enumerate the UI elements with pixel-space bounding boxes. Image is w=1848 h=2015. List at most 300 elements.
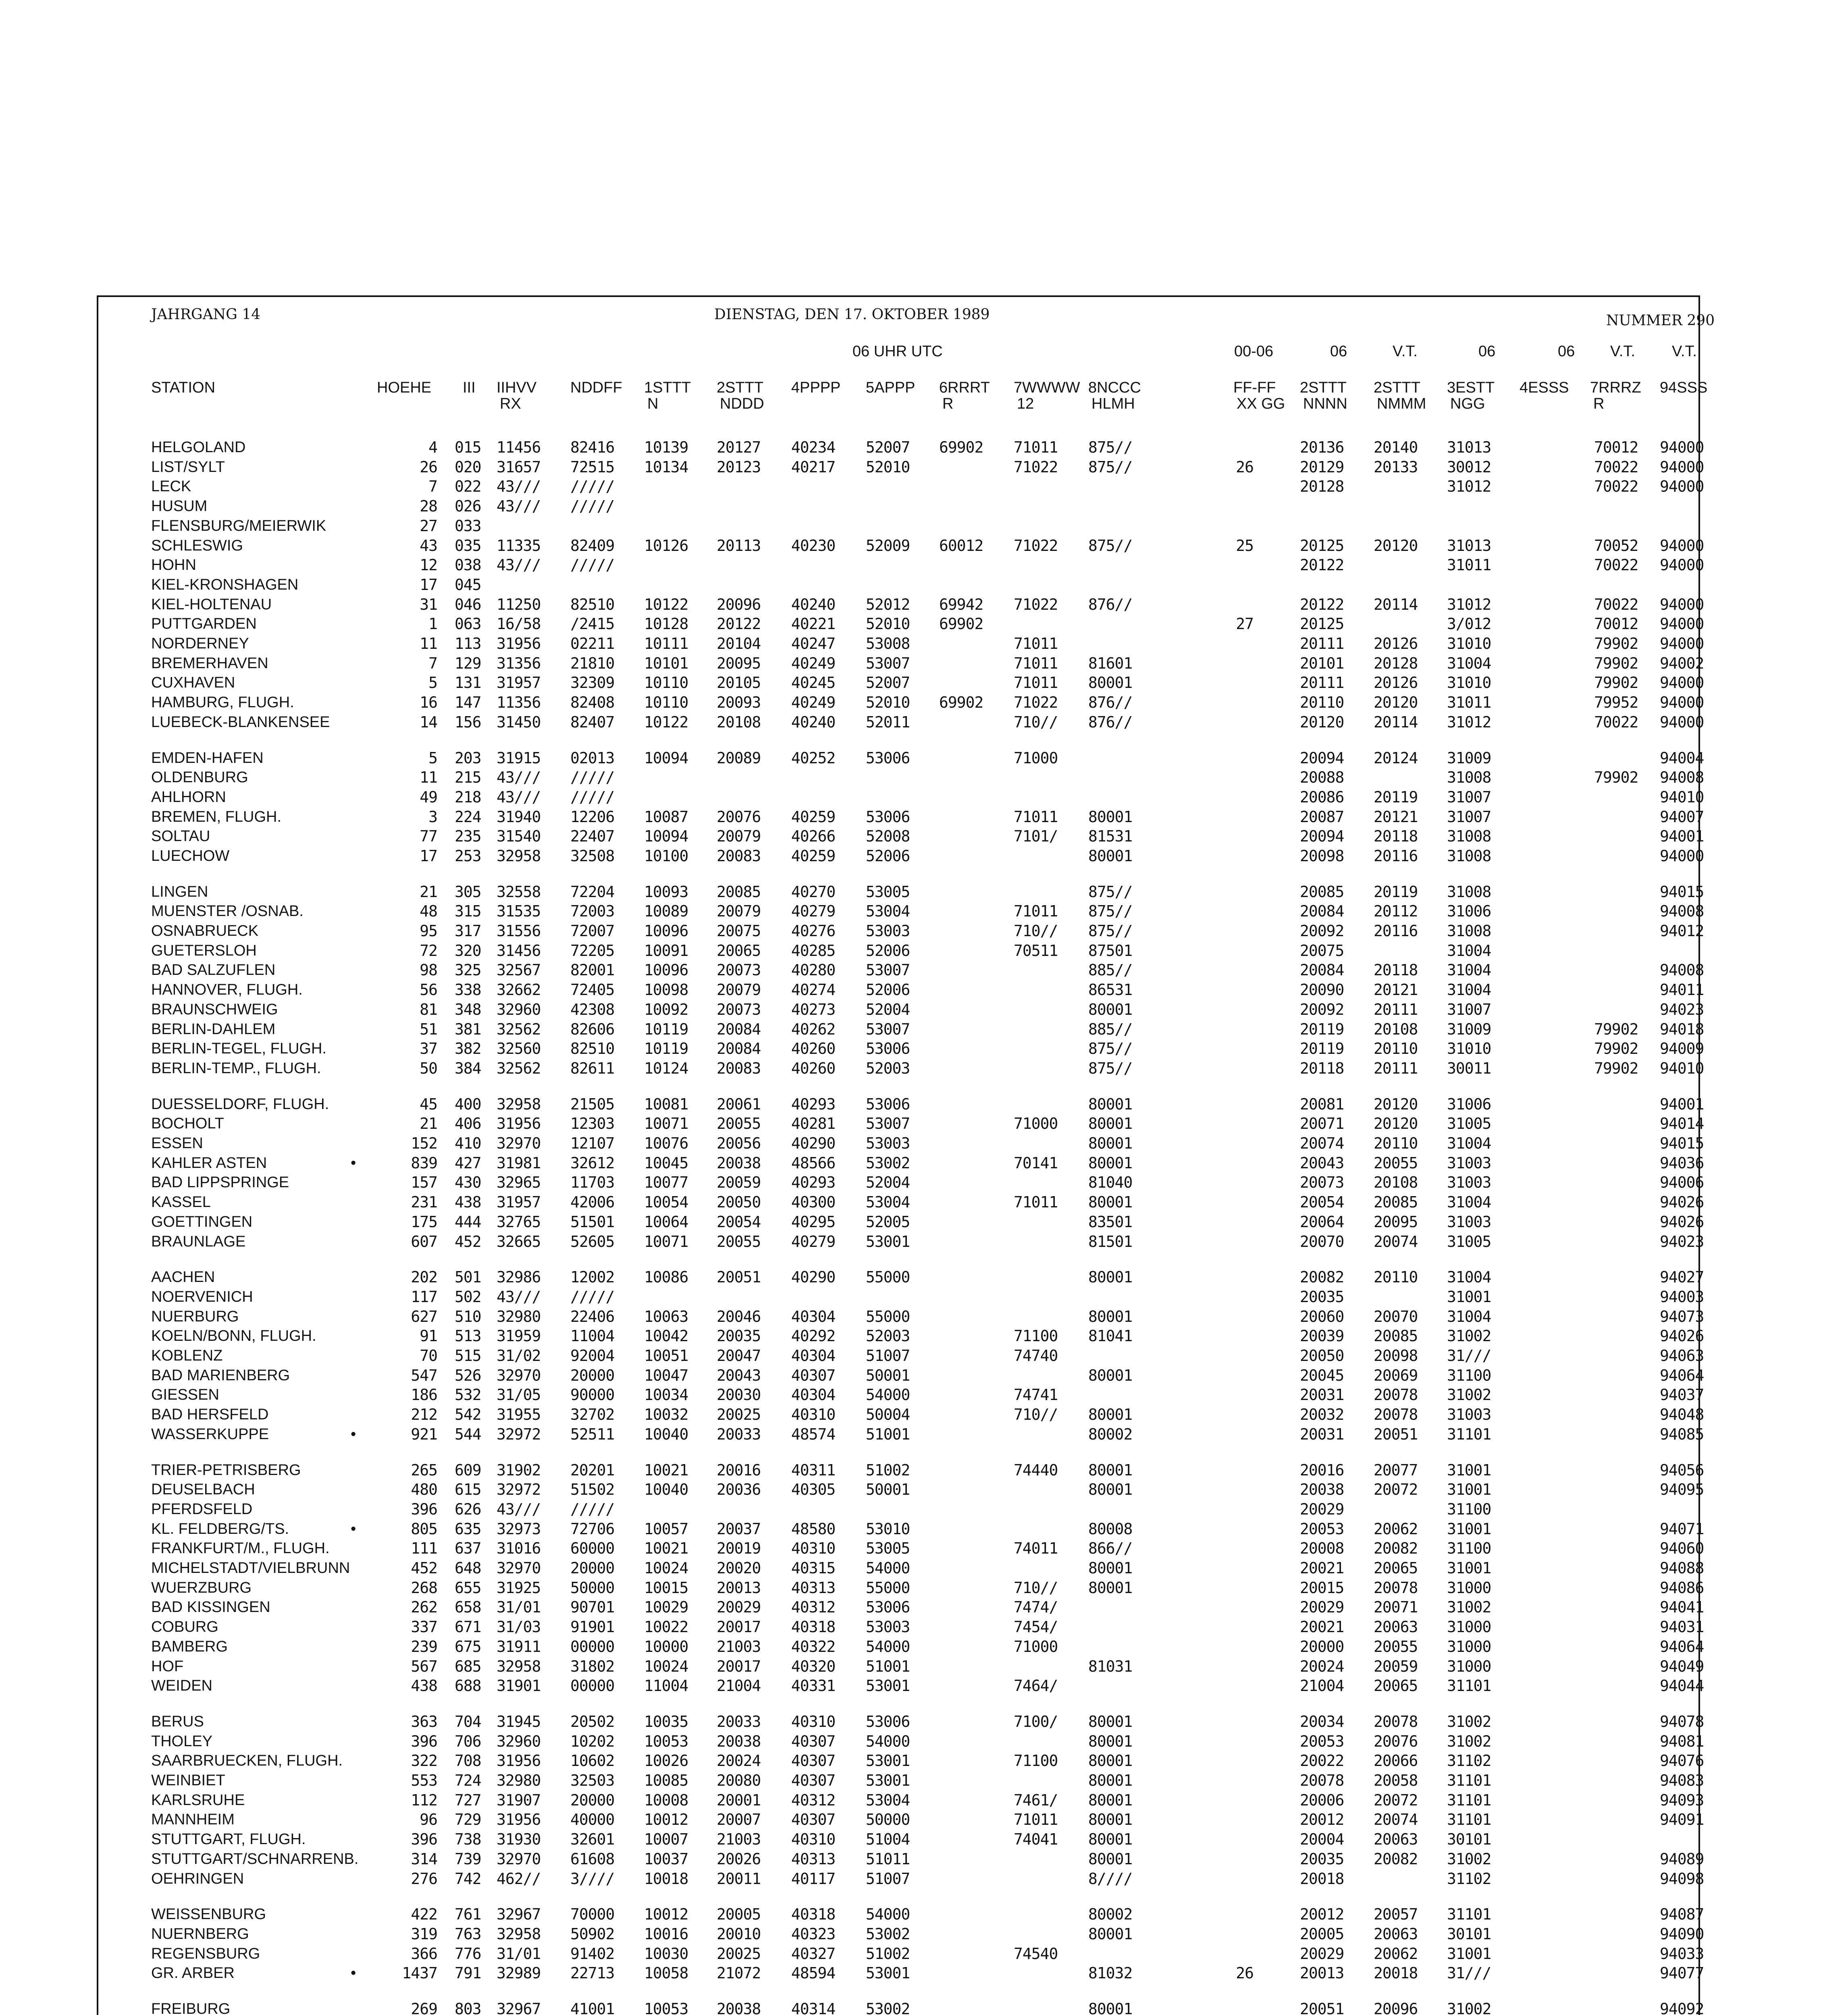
data-cell: 21004	[1300, 1677, 1344, 1695]
station-index: 704	[455, 1713, 481, 1730]
data-cell: 32989	[497, 1964, 541, 1982]
station-name: OEHRINGEN	[151, 1870, 244, 1887]
data-cell: 52010	[866, 615, 910, 633]
station-name: FREIBURG	[151, 2000, 231, 2015]
data-cell: 12107	[570, 1134, 615, 1152]
station-index: 727	[455, 1791, 481, 1809]
data-cell: 31907	[497, 1791, 541, 1809]
data-cell: 48580	[791, 1520, 836, 1538]
table-row	[0, 674, 1848, 692]
data-cell: 53003	[866, 1618, 910, 1636]
data-cell: 80001	[1088, 1268, 1133, 1286]
data-cell: 20094	[1300, 827, 1344, 845]
data-cell: 8////	[1088, 1870, 1133, 1888]
station-index: 776	[455, 1945, 481, 1963]
data-cell: 31356	[497, 654, 541, 672]
station-index: 045	[455, 576, 481, 594]
data-cell: 20063	[1374, 1618, 1418, 1636]
table-row	[0, 1850, 1848, 1868]
data-cell: 40310	[791, 1830, 836, 1848]
data-cell: 71011	[1014, 1193, 1058, 1211]
data-cell: 11250	[497, 596, 541, 613]
data-cell: 31011	[1447, 556, 1491, 574]
data-cell: 10134	[644, 458, 688, 476]
station-name: OLDENBURG	[151, 769, 248, 786]
data-cell: 20054	[717, 1213, 761, 1231]
data-cell: 52011	[866, 713, 910, 731]
data-cell: 53007	[866, 654, 910, 672]
data-cell: 31101	[1447, 1772, 1491, 1789]
data-cell: 52012	[866, 596, 910, 613]
data-cell: 20007	[717, 1811, 761, 1828]
data-cell: 50001	[866, 1481, 910, 1498]
data-cell: 20072	[1374, 1791, 1418, 1809]
data-cell: 20096	[717, 596, 761, 613]
table-row	[0, 827, 1848, 845]
data-cell: 20094	[1300, 749, 1344, 767]
data-cell: 885//	[1088, 1020, 1133, 1038]
data-cell: 31956	[497, 1811, 541, 1828]
data-cell: 31003	[1447, 1213, 1491, 1231]
data-cell: 94003	[1660, 1288, 1704, 1306]
data-cell: 31004	[1447, 981, 1491, 999]
station-height: 396	[411, 1830, 437, 1848]
data-cell: 94011	[1660, 981, 1704, 999]
station-height: 396	[411, 1500, 437, 1518]
data-cell: 31002	[1447, 1732, 1491, 1750]
station-name: KL. FELDBERG/TS.	[151, 1521, 289, 1537]
data-cell: 20078	[1300, 1772, 1344, 1789]
data-cell: 31///	[1447, 1964, 1491, 1982]
data-cell: 53001	[866, 1677, 910, 1695]
data-cell: 876//	[1088, 694, 1133, 711]
data-cell: 20120	[1374, 1115, 1418, 1132]
data-cell: 74740	[1014, 1347, 1058, 1365]
data-cell: 20082	[1374, 1539, 1418, 1557]
data-cell: 31540	[497, 827, 541, 845]
data-cell: 10126	[644, 537, 688, 555]
station-name: BREMERHAVEN	[151, 655, 268, 672]
data-cell: 20114	[1374, 596, 1418, 613]
data-cell: 875//	[1088, 902, 1133, 920]
data-cell: 7461/	[1014, 1791, 1058, 1809]
station-index: 338	[455, 981, 481, 999]
station-index: 022	[455, 478, 481, 495]
data-cell: 20078	[1374, 1386, 1418, 1404]
data-cell: 11456	[497, 438, 541, 456]
station-name: BRAUNSCHWEIG	[151, 1001, 278, 1018]
data-cell: 40252	[791, 749, 836, 767]
data-cell: 48594	[791, 1964, 836, 1982]
data-cell: 94056	[1660, 1461, 1704, 1479]
station-name: SCHLESWIG	[151, 537, 243, 554]
table-row	[0, 1811, 1848, 1828]
data-cell: 31657	[497, 458, 541, 476]
station-height: 322	[411, 1752, 437, 1770]
data-cell: 54000	[866, 1732, 910, 1750]
data-cell: 42006	[570, 1193, 615, 1211]
table-row	[0, 1406, 1848, 1423]
table-row	[0, 615, 1848, 633]
data-cell: 30101	[1447, 1925, 1491, 1943]
data-cell: 91901	[570, 1618, 615, 1636]
data-cell: 40290	[791, 1134, 836, 1152]
data-cell: 20074	[1300, 1134, 1344, 1152]
data-cell: 10008	[644, 1791, 688, 1809]
data-cell: 80001	[1088, 1713, 1133, 1730]
data-cell: 94014	[1660, 1115, 1704, 1132]
data-cell: 10016	[644, 1925, 688, 1943]
station-name: BAD SALZUFLEN	[151, 962, 276, 978]
table-row	[0, 1268, 1848, 1286]
data-cell: 31004	[1447, 1193, 1491, 1211]
data-cell: /////	[570, 788, 615, 806]
data-cell: 20116	[1374, 922, 1418, 940]
data-cell: /////	[570, 1500, 615, 1518]
data-cell: 94000	[1660, 635, 1704, 652]
column-header-label: NMMM	[1377, 395, 1426, 412]
data-cell: 22713	[570, 1964, 615, 1982]
station-height: 231	[411, 1193, 437, 1211]
data-cell: 70022	[1594, 596, 1638, 613]
station-height: 607	[411, 1233, 437, 1251]
data-cell: 21003	[717, 1830, 761, 1848]
data-cell: 20114	[1374, 713, 1418, 731]
data-cell: 43///	[497, 788, 541, 806]
data-cell: 31101	[1447, 1905, 1491, 1923]
data-cell: 70000	[570, 1905, 615, 1923]
station-index: 544	[455, 1425, 481, 1443]
data-cell: 12002	[570, 1268, 615, 1286]
table-row	[0, 537, 1848, 555]
data-cell: 40259	[791, 808, 836, 826]
station-height: 70	[420, 1347, 437, 1365]
data-cell: 53008	[866, 635, 910, 652]
station-index: 430	[455, 1174, 481, 1191]
data-cell: 32662	[497, 981, 541, 999]
data-cell: 70022	[1594, 713, 1638, 731]
data-cell: 40247	[791, 635, 836, 652]
data-cell: 43///	[497, 497, 541, 515]
data-cell: 32958	[497, 1658, 541, 1675]
data-cell: 31956	[497, 1752, 541, 1770]
table-row	[0, 1559, 1848, 1577]
station-name: BERUS	[151, 1713, 204, 1730]
table-row	[0, 1500, 1848, 1518]
station-height: 268	[411, 1579, 437, 1597]
period-label: V.T.	[1672, 343, 1697, 360]
data-cell: 31004	[1447, 654, 1491, 672]
data-cell: 10110	[644, 674, 688, 692]
data-cell: 94092	[1660, 2000, 1704, 2015]
data-cell: 21072	[717, 1964, 761, 1982]
data-cell: 40307	[791, 1772, 836, 1789]
data-cell: 20118	[1374, 961, 1418, 979]
station-name: KIEL-HOLTENAU	[151, 596, 272, 613]
data-cell: 53003	[866, 1134, 910, 1152]
data-cell: 20046	[717, 1308, 761, 1325]
table-row	[0, 556, 1848, 574]
table-row	[0, 1905, 1848, 1923]
station-height: 805	[411, 1520, 437, 1538]
data-cell: 20063	[1374, 1830, 1418, 1848]
station-height: 152	[411, 1134, 437, 1152]
data-cell: 80001	[1088, 1830, 1133, 1848]
station-height: 265	[411, 1461, 437, 1479]
data-cell: 52007	[866, 674, 910, 692]
data-cell: 26	[1236, 1964, 1253, 1982]
data-cell: 20029	[1300, 1500, 1344, 1518]
table-row	[0, 1174, 1848, 1191]
data-cell: 94033	[1660, 1945, 1704, 1963]
data-cell: 94004	[1660, 749, 1704, 767]
data-cell: 10076	[644, 1134, 688, 1152]
data-cell: 31010	[1447, 635, 1491, 652]
data-cell: 10119	[644, 1040, 688, 1057]
data-cell: 00000	[570, 1677, 615, 1695]
station-index: 708	[455, 1752, 481, 1770]
data-cell: 10040	[644, 1481, 688, 1498]
data-cell: 31000	[1447, 1579, 1491, 1597]
data-cell: 94008	[1660, 902, 1704, 920]
data-cell: 31///	[1447, 1347, 1491, 1365]
data-cell: 31002	[1447, 1713, 1491, 1730]
data-cell: 27	[1236, 615, 1253, 633]
data-cell: 31956	[497, 1115, 541, 1132]
data-cell: 31/03	[497, 1618, 541, 1636]
data-cell: 40304	[791, 1347, 836, 1365]
station-index: 542	[455, 1406, 481, 1423]
station-name: WASSERKUPPE	[151, 1426, 269, 1443]
data-cell: 31013	[1447, 537, 1491, 555]
data-cell: 94000	[1660, 713, 1704, 731]
data-cell: 20033	[717, 1713, 761, 1730]
data-cell: 69902	[939, 615, 983, 633]
data-cell: 53006	[866, 749, 910, 767]
data-cell: 80001	[1088, 1559, 1133, 1577]
station-height: 175	[411, 1213, 437, 1231]
data-cell: 94089	[1660, 1850, 1704, 1868]
station-index: 129	[455, 654, 481, 672]
data-cell: 20140	[1374, 438, 1418, 456]
data-cell: 875//	[1088, 458, 1133, 476]
data-cell: 20013	[717, 1579, 761, 1597]
station-name: GOETTINGEN	[151, 1213, 253, 1230]
data-cell: 94027	[1660, 1268, 1704, 1286]
data-cell: 20098	[1300, 847, 1344, 865]
data-cell: 20133	[1374, 458, 1418, 476]
data-cell: 94090	[1660, 1925, 1704, 1943]
data-cell: 876//	[1088, 713, 1133, 731]
station-index: 502	[455, 1288, 481, 1306]
data-cell: 20110	[1374, 1268, 1418, 1286]
data-cell: 32970	[497, 1850, 541, 1868]
data-cell: 20113	[717, 537, 761, 555]
data-cell: 32970	[497, 1559, 541, 1577]
data-cell: 53006	[866, 1713, 910, 1730]
data-cell: 94073	[1660, 1308, 1704, 1325]
data-cell: 20020	[717, 1559, 761, 1577]
data-cell: 20035	[717, 1327, 761, 1345]
column-header-label: IIHVV	[497, 379, 537, 396]
data-cell: 40320	[791, 1658, 836, 1675]
column-header-label: R	[942, 395, 954, 412]
data-cell: 94095	[1660, 1481, 1704, 1498]
data-cell: 32309	[570, 674, 615, 692]
data-cell: 31008	[1447, 883, 1491, 901]
data-cell: 20125	[1300, 537, 1344, 555]
data-cell: 20066	[1374, 1752, 1418, 1770]
data-cell: 94064	[1660, 1367, 1704, 1384]
station-height: 262	[411, 1598, 437, 1616]
station-height: 56	[420, 981, 437, 999]
station-name: KARLSRUHE	[151, 1792, 245, 1809]
mountain-station-marker: •	[351, 1521, 356, 1537]
data-cell: 32765	[497, 1213, 541, 1231]
data-cell: 31/05	[497, 1386, 541, 1404]
table-row	[0, 1327, 1848, 1345]
data-cell: 20055	[717, 1233, 761, 1251]
data-cell: 71000	[1014, 1115, 1058, 1132]
data-cell: 20087	[1300, 808, 1344, 826]
data-cell: 55000	[866, 1268, 910, 1286]
data-cell: 80001	[1088, 808, 1133, 826]
col-station: STATION	[151, 379, 216, 396]
data-cell: 31930	[497, 1830, 541, 1848]
data-cell: 10071	[644, 1115, 688, 1132]
data-cell: 32967	[497, 1905, 541, 1923]
data-cell: 32558	[497, 883, 541, 901]
period-label: 00-06	[1234, 343, 1274, 360]
data-cell: 82510	[570, 1040, 615, 1057]
column-header-label: XX GG	[1237, 395, 1285, 412]
data-cell: 40240	[791, 713, 836, 731]
station-index: 406	[455, 1115, 481, 1132]
station-height: 396	[411, 1732, 437, 1750]
data-cell: 94026	[1660, 1193, 1704, 1211]
station-height: 239	[411, 1638, 437, 1656]
data-cell: 31003	[1447, 1174, 1491, 1191]
data-cell: 10602	[570, 1752, 615, 1770]
data-cell: 20095	[1374, 1213, 1418, 1231]
data-cell: 20078	[1374, 1713, 1418, 1730]
data-cell: 32665	[497, 1233, 541, 1251]
station-name: LINGEN	[151, 883, 208, 900]
station-name: LECK	[151, 478, 191, 495]
data-cell: 40262	[791, 1020, 836, 1038]
data-cell: 31008	[1447, 769, 1491, 786]
data-cell: 53002	[866, 1154, 910, 1172]
table-row	[0, 1425, 1848, 1443]
data-cell: 70022	[1594, 458, 1638, 476]
data-cell: 80001	[1088, 1752, 1133, 1770]
data-cell: 71000	[1014, 749, 1058, 767]
data-cell: 866//	[1088, 1539, 1133, 1557]
data-cell: 40245	[791, 674, 836, 692]
data-cell: 82606	[570, 1020, 615, 1038]
data-cell: 20047	[717, 1347, 761, 1365]
data-cell: 94087	[1660, 1905, 1704, 1923]
data-cell: 11356	[497, 694, 541, 711]
station-name: KIEL-KRONSHAGEN	[151, 576, 299, 593]
station-name: AACHEN	[151, 1269, 215, 1286]
station-name: WEIDEN	[151, 1677, 212, 1694]
column-header-label: NDDFF	[570, 379, 622, 396]
data-cell: 52010	[866, 458, 910, 476]
data-cell: 10091	[644, 942, 688, 960]
data-cell: 31925	[497, 1579, 541, 1597]
station-height: 21	[420, 1115, 437, 1132]
data-cell: 92004	[570, 1347, 615, 1365]
data-cell: 40270	[791, 883, 836, 901]
data-cell: /2415	[570, 615, 615, 633]
station-height: 921	[411, 1425, 437, 1443]
data-cell: 11004	[644, 1677, 688, 1695]
data-cell: 20037	[717, 1520, 761, 1538]
data-cell: 10021	[644, 1539, 688, 1557]
data-cell: 20025	[717, 1945, 761, 1963]
station-index: 724	[455, 1772, 481, 1789]
data-cell: 11004	[570, 1327, 615, 1345]
data-cell: 94098	[1660, 1870, 1704, 1888]
data-cell: 20089	[717, 749, 761, 767]
data-cell: 10071	[644, 1233, 688, 1251]
data-cell: 94007	[1660, 808, 1704, 826]
data-cell: 94048	[1660, 1406, 1704, 1423]
column-header-label: 5APPP	[866, 379, 915, 396]
data-cell: 94023	[1660, 1233, 1704, 1251]
data-cell: 20116	[1374, 847, 1418, 865]
data-cell: 20121	[1374, 808, 1418, 826]
data-cell: 80001	[1088, 1193, 1133, 1211]
data-cell: 20136	[1300, 438, 1344, 456]
data-cell: 81031	[1088, 1658, 1133, 1675]
data-cell: 53005	[866, 1539, 910, 1557]
station-height: 28	[420, 497, 437, 515]
data-cell: 40234	[791, 438, 836, 456]
col-hoehe: HOEHE	[377, 379, 432, 396]
station-height: 48	[420, 902, 437, 920]
data-cell: 20119	[1374, 883, 1418, 901]
data-cell: 74011	[1014, 1539, 1058, 1557]
data-cell: 32958	[497, 1095, 541, 1113]
data-cell: 80001	[1088, 1134, 1133, 1152]
data-cell: /////	[570, 478, 615, 495]
data-cell: 20038	[717, 2000, 761, 2015]
column-header-label: 2STTT	[717, 379, 764, 396]
period-label: 06	[1558, 343, 1575, 360]
data-cell: 20064	[1300, 1213, 1344, 1231]
station-index: 739	[455, 1850, 481, 1868]
data-cell: 20110	[1374, 1134, 1418, 1152]
data-cell: 94002	[1660, 654, 1704, 672]
data-cell: 54000	[866, 1905, 910, 1923]
data-cell: 20124	[1374, 749, 1418, 767]
data-cell: 31009	[1447, 1020, 1491, 1038]
data-cell: 94081	[1660, 1732, 1704, 1750]
data-cell: 26	[1236, 458, 1253, 476]
data-cell: 53005	[866, 883, 910, 901]
data-cell: 79902	[1594, 674, 1638, 692]
data-cell: 94091	[1660, 1811, 1704, 1828]
data-cell: 72515	[570, 458, 615, 476]
station-index: 444	[455, 1213, 481, 1231]
data-cell: 40292	[791, 1327, 836, 1345]
data-cell: 20122	[1300, 556, 1344, 574]
data-cell: 32960	[497, 1001, 541, 1018]
data-cell: 80001	[1088, 1406, 1133, 1423]
data-cell: 20111	[1374, 1059, 1418, 1077]
